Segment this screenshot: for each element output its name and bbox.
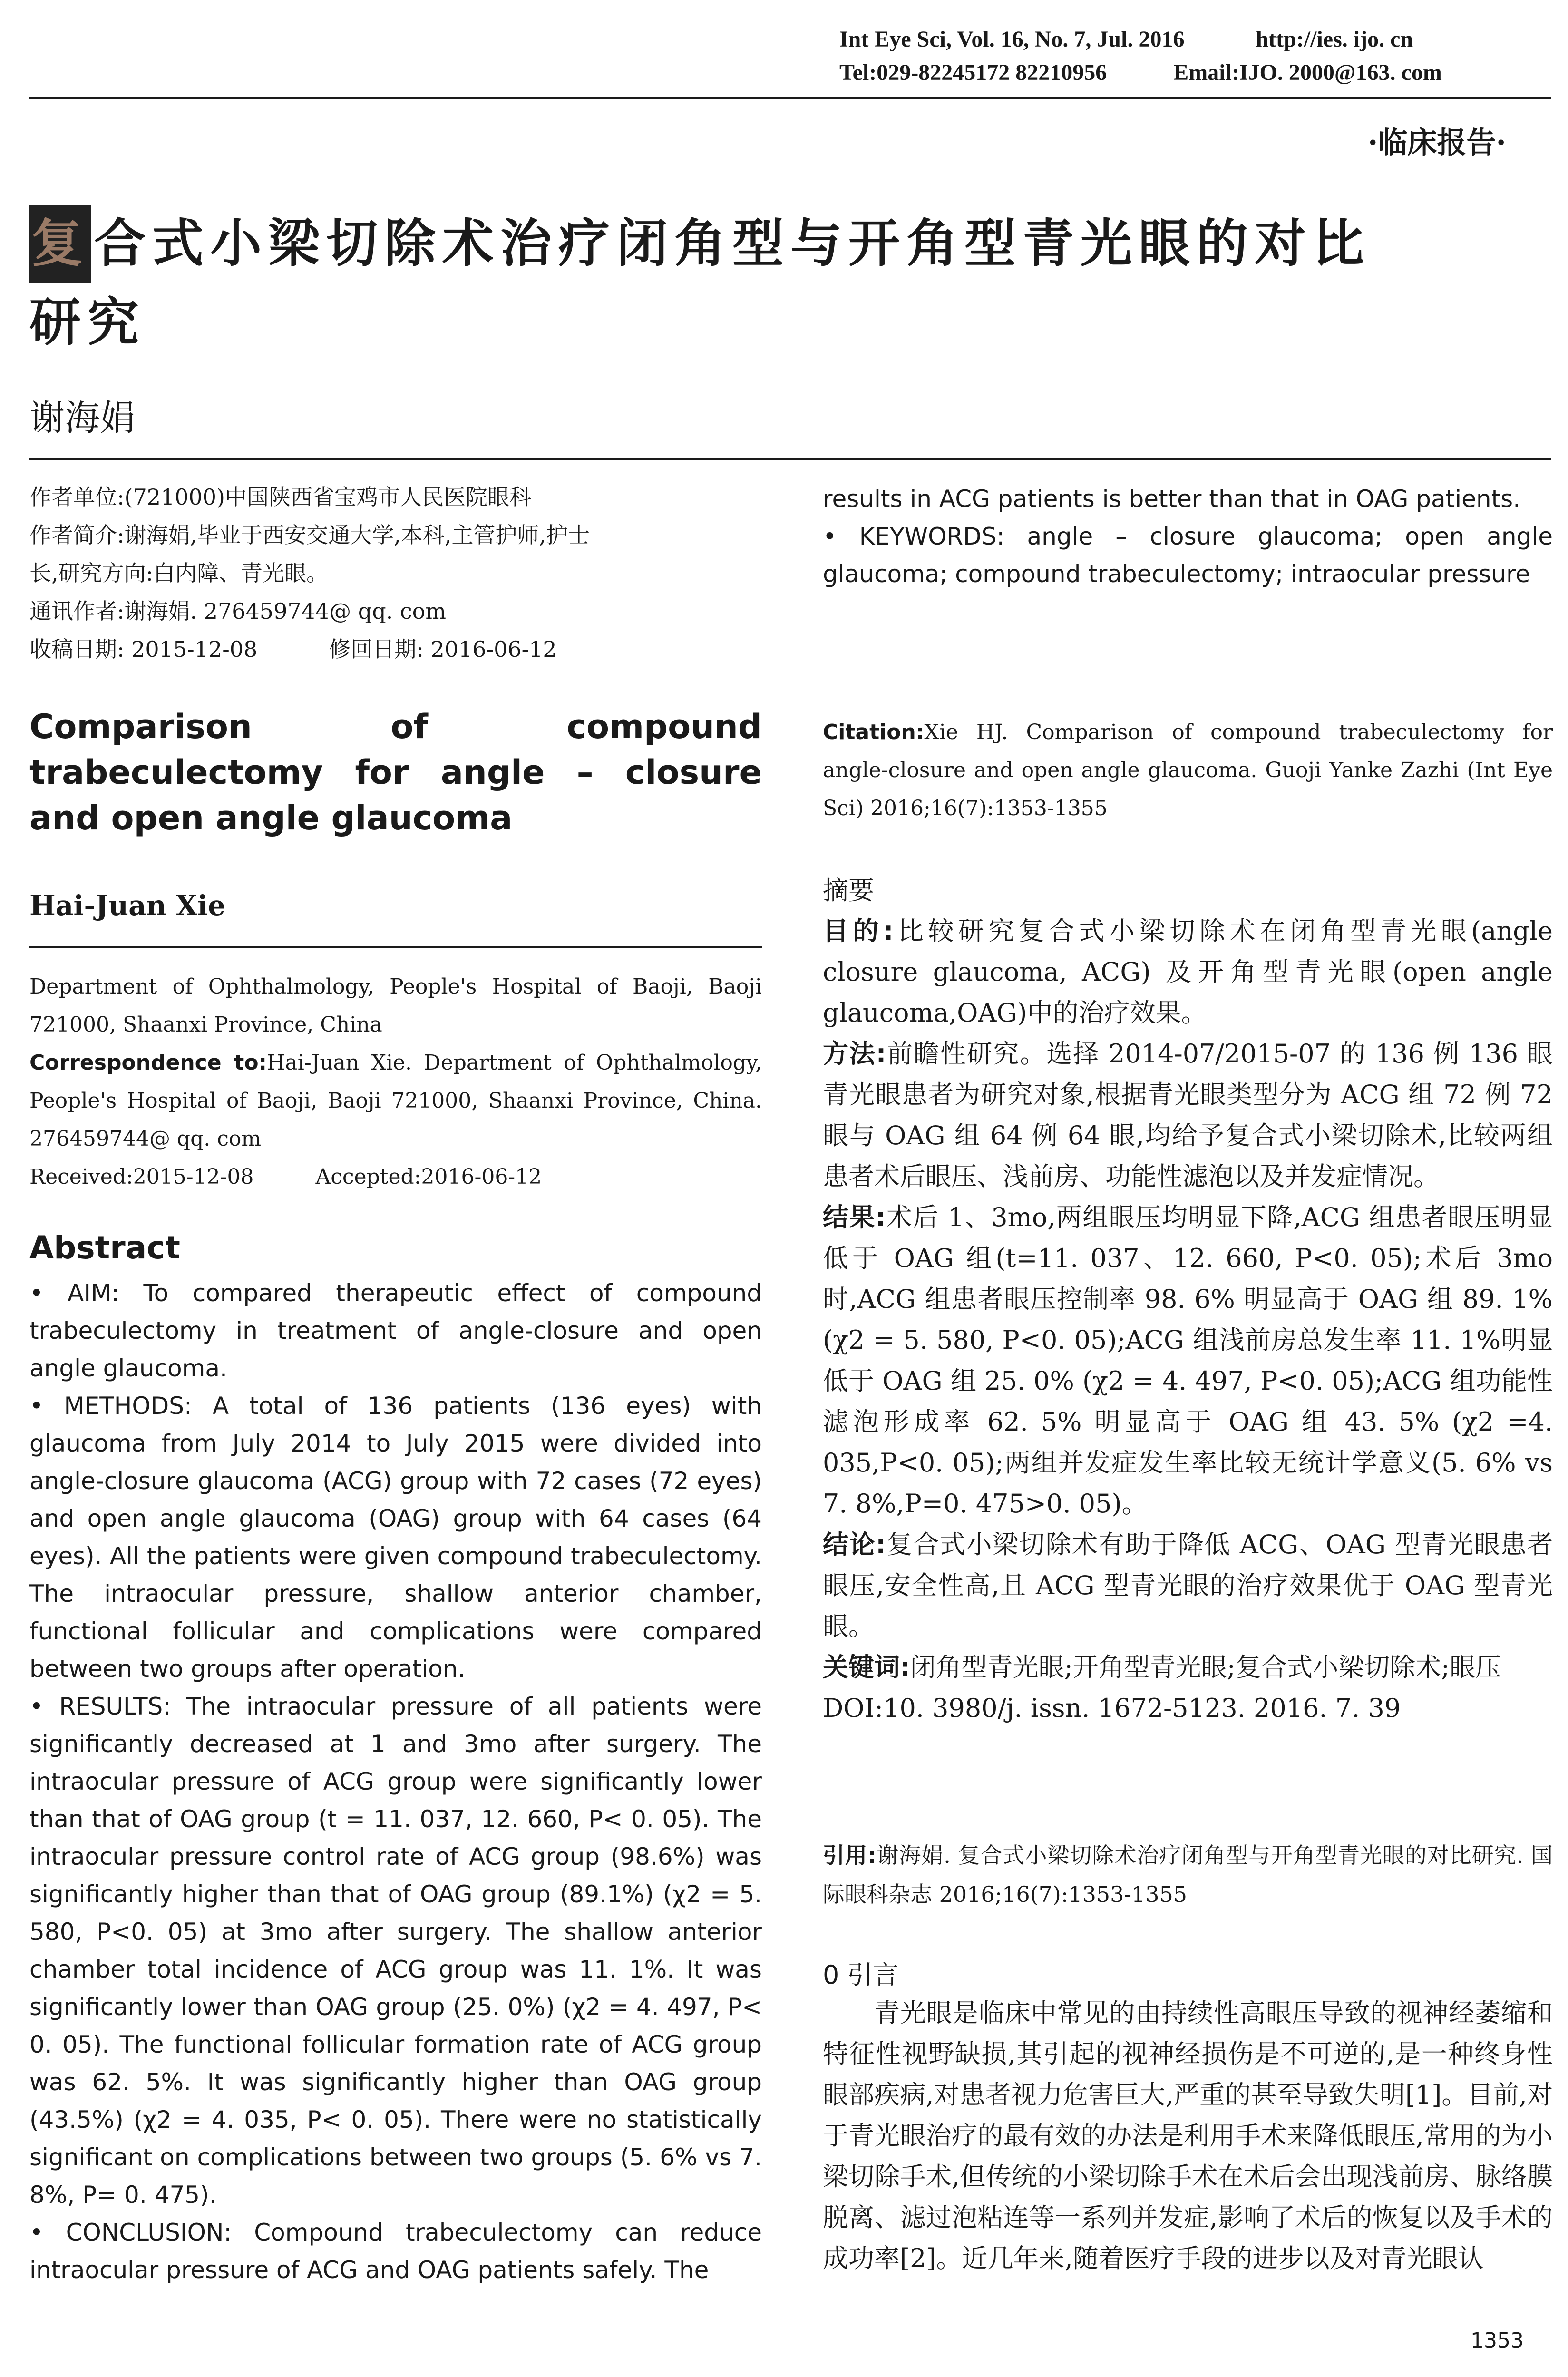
citation-text: Xie HJ. Comparison of compound trabeculectomy for angle-closure and open angle glaucoma. Guoji Yanke Zazhi (Int Eye Sci) 2016;16(7):1353-1355	[823, 720, 1553, 820]
citation-cn	[823, 1836, 1553, 1914]
section-label: ·临床报告·	[1367, 125, 1506, 160]
abstract-conclusion-part1: • CONCLUSION: Compound trabeculectomy can reduce intraocular pressure of ACG and OAG patients safely. The	[29, 2219, 762, 2284]
journal-header	[839, 23, 1553, 89]
title-line2: 研究	[29, 293, 146, 352]
cn-conclusion-label: 结论:	[823, 1529, 886, 1559]
article-title	[29, 205, 1551, 362]
author-cn: 谢海娟	[29, 398, 135, 438]
cn-results-label: 结果:	[823, 1202, 886, 1232]
abstract-results: • RESULTS: The intraocular pressure of all patients were significantly decreased at 1 and 3mo after surgery. The intraocular pressure of ACG group were significantly lower than that of OAG group (t = 11. 037, 12. 660, P< 0. 05). The intraocular pressure control rate of ACG group (98.6%) was significantly higher than that of OAG group (89.1%) (χ2 = 5. 580, P<0. 05) at 3mo after surgery. The shallow anterior chamber total incidence of ACG group was 11. 1%. It was significantly lower than OAG group (25. 0%) (χ2 = 4. 497, P< 0. 05). The functional follicular formation rate of ACG group was 62. 5%. It was significantly higher than OAG group (43.5%) (χ2 = 4. 035, P< 0. 05). There were no statistically significant on complications between two groups (5. 6% vs 7. 8%, P= 0. 475).	[29, 1693, 762, 2209]
correspondence-label: Correspondence to:	[29, 1051, 267, 1075]
cn-citation-label: 引用:	[823, 1842, 877, 1868]
cn-aim-label: 目的:	[823, 916, 894, 946]
cn-aim-text: 比较研究复合式小梁切除术在闭角型青光眼(angle closure glaucoma, ACG) 及开角型青光眼(open angle glaucoma,OAG)中的治疗效果。	[823, 916, 1553, 1028]
title-rule	[29, 458, 1551, 460]
affiliation	[29, 968, 762, 1196]
author-info-cn	[29, 478, 762, 668]
intro-paragraph: 青光眼是临床中常见的由持续性高眼压导致的视神经萎缩和特征性视野缺损,其引起的视神经损伤是不可逆的,是一种终身性眼部疾病,对患者视力危害巨大,严重的甚至导致失明[1]。目前,对于青光眼治疗的最有效的办法是利用手术来降低眼压,常用的为小梁切除手术,但传统的小梁切除手术在术后会出现浅前房、脉络膜脱离、滤过泡粘连等一系列并发症,影响了术后的恢复以及手术的成功率[2]。近几年来,随着医疗手段的进步以及对青光眼认	[823, 1998, 1553, 2273]
cn-keywords-label: 关键词:	[823, 1652, 910, 1682]
correspondence-text: Hai-Juan Xie. Department of Ophthalmology, People's Hospital of Baoji, Baoji 721000, Shaanxi Province, China. 276459744@ qq. com	[29, 1051, 762, 1151]
cn-conclusion-text: 复合式小梁切除术有助于降低 ACG、OAG 型青光眼患者眼压,安全性高,且 ACG 型青光眼的治疗效果优于 OAG 型青光眼。	[823, 1529, 1553, 1641]
cn-citation-text: 谢海娟. 复合式小梁切除术治疗闭角型与开角型青光眼的对比研究. 国际眼科杂志 2016;16(7):1353-1355	[823, 1842, 1553, 1907]
intro-heading: 0 引言	[823, 1960, 899, 1990]
abstract-methods: • METHODS: A total of 136 patients (136 eyes) with glaucoma from July 2014 to July 2015 were divided into angle-closure glaucoma (ACG) group with 72 cases (72 eyes) and open angle glaucoma (OAG) group with 64 cases (64 eyes). All the patients were given compound trabeculectomy. The intraocular pressure, shallow anterior chamber, functional follicular and complications were compared between two groups after operation.	[29, 1392, 762, 1683]
title-first-char: 复	[29, 205, 91, 283]
cn-methods-text: 前瞻性研究。选择 2014-07/2015-07 的 136 例 136 眼青光眼患者为研究对象,根据青光眼类型分为 ACG 组 72 例 72 眼与 OAG 组 64 例 64 眼,均给予复合式小梁切除术,比较两组患者术后眼压、浅前房、功能性滤泡以及并发症情况。	[823, 1039, 1553, 1191]
author-intro-1: 作者简介:谢海娟,毕业于西安交通大学,本科,主管护师,护士	[29, 522, 590, 548]
author-rule	[29, 946, 762, 948]
citation-en	[823, 713, 1553, 828]
cn-methods-label: 方法:	[823, 1039, 886, 1069]
cn-results-text: 术后 1、3mo,两组眼压均明显下降,ACG 组患者眼压明显低于 OAG 组(t=11. 037、12. 660, P<0. 05);术后 3mo 时,ACG 组患者眼压控制率 98. 6% 明显高于 OAG 组 89. 1% (χ2 = 5. 580, P<0. 05);ACG 组浅前房总发生率 11. 1%明显低于 OAG 组 25. 0% (χ2 = 4. 497, P<0. 05);ACG 组功能性滤泡形成率 62. 5% 明显高于 OAG 组 43. 5% (χ2 =4. 035,P<0. 05);两组并发症发生率比较无统计学意义(5. 6% vs 7. 8%,P=0. 475>0. 05)。	[823, 1202, 1553, 1519]
cn-abstract-body	[823, 911, 1553, 1729]
english-title: Comparison of compound trabeculectomy for angle – closure and open angle glaucoma	[29, 707, 762, 838]
abstract-conclusion-part2: results in ACG patients is better than that in OAG patients.	[823, 485, 1521, 513]
cn-keywords-text: 闭角型青光眼;开角型青光眼;复合式小梁切除术;眼压	[910, 1652, 1501, 1682]
corresponding-author: 通讯作者:谢海娟. 276459744@ qq. com	[29, 598, 446, 624]
abstract-heading: Abstract	[29, 1229, 180, 1266]
header-rule	[29, 97, 1551, 99]
title-line1: 合式小梁切除术治疗闭角型与开角型青光眼的对比	[94, 214, 1371, 273]
abstract-aim: • AIM: To compared therapeutic effect of compound trabeculectomy in treatment of angle-closure and open angle glaucoma.	[29, 1279, 762, 1382]
citation-label: Citation:	[823, 720, 925, 744]
journal-email: Email:IJO. 2000@163. com	[1173, 60, 1442, 85]
author-unit: 作者单位:(721000)中国陕西省宝鸡市人民医院眼科	[29, 484, 531, 510]
cn-abstract-heading: 摘要	[823, 876, 874, 906]
journal-citation: Int Eye Sci, Vol. 16, No. 7, Jul. 2016	[839, 27, 1185, 52]
english-author: Hai-Juan Xie	[29, 889, 225, 922]
journal-url: http://ies. ijo. cn	[1256, 27, 1413, 52]
doi: DOI:10. 3980/j. issn. 1672-5123. 2016. 7. 39	[823, 1693, 1401, 1723]
journal-tel: Tel:029-82245172 82210956	[839, 60, 1107, 85]
author-intro-2: 长,研究方向:白内障、青光眼。	[29, 560, 329, 586]
revised-date-cn: 修回日期: 2016-06-12	[329, 636, 557, 662]
page-number: 1353	[1471, 2328, 1524, 2353]
abstract-continued	[823, 480, 1553, 593]
affiliation-dept: Department of Ophthalmology, People's Hospital of Baoji, Baoji 721000, Shaanxi Province, China	[29, 974, 762, 1037]
received-date-cn: 收稿日期: 2015-12-08	[29, 636, 258, 662]
accepted-date: Accepted:2016-06-12	[315, 1165, 542, 1189]
abstract-keywords: • KEYWORDS: angle – closure glaucoma; open angle glaucoma; compound trabeculectomy; intraocular pressure	[823, 523, 1553, 588]
abstract-body	[29, 1275, 762, 2289]
received-date: Received:2015-12-08	[29, 1165, 254, 1189]
